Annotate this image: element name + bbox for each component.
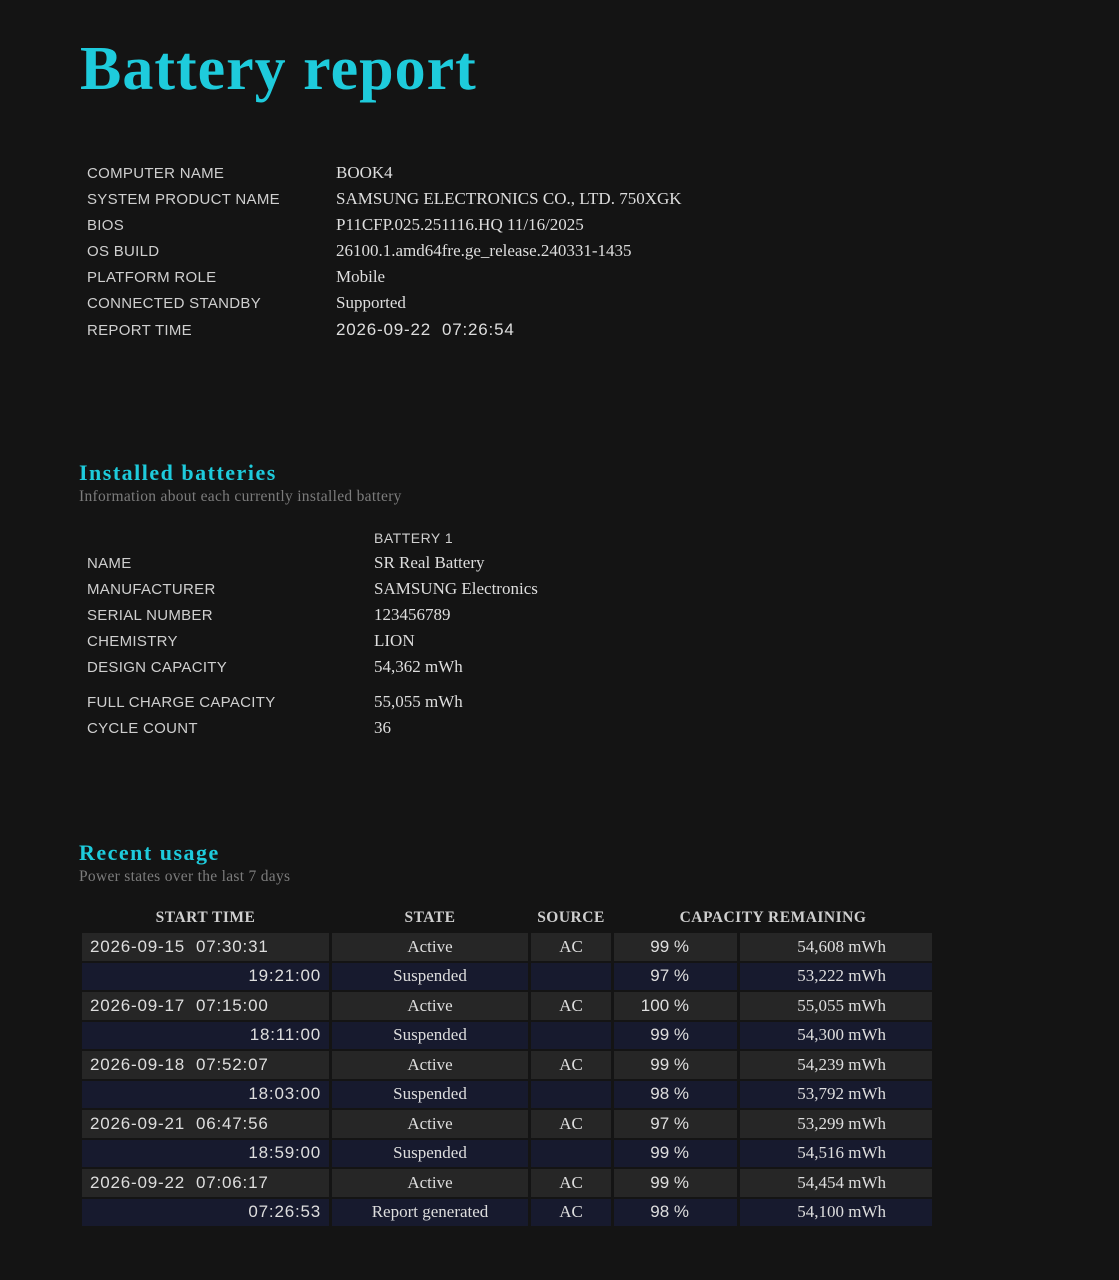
table-row: [82, 933, 932, 961]
table-row: [82, 992, 932, 1020]
state-cell: Suspended: [332, 1140, 528, 1168]
battery-value: 55,055 mWh: [374, 692, 463, 711]
battery-row-cycle-count: [87, 715, 538, 741]
table-row: [82, 1169, 932, 1197]
capacity-mwh-cell: 55,055 mWh: [740, 992, 932, 1020]
battery-column-header-row: [87, 526, 538, 550]
info-row-connected-standby: [87, 290, 682, 316]
capacity-remaining-header: CAPACITY REMAINING: [679, 909, 867, 926]
capacity-mwh-cell: 54,516 mWh: [740, 1140, 932, 1168]
capacity-percent-cell: 99 %: [614, 1022, 737, 1050]
usage-body: [82, 933, 932, 1226]
battery-row-name: [87, 550, 538, 576]
installed-batteries-table: [87, 526, 538, 741]
info-value: SAMSUNG ELECTRONICS CO., LTD. 750XGK: [336, 189, 682, 208]
usage-header-row: [82, 905, 932, 931]
battery-value: SAMSUNG Electronics: [374, 579, 538, 598]
battery-row-design-capacity: [87, 654, 538, 680]
capacity-mwh-cell: 53,792 mWh: [740, 1081, 932, 1109]
capacity-mwh-cell: 54,454 mWh: [740, 1169, 932, 1197]
battery-label: CYCLE COUNT: [87, 719, 198, 737]
start-time-cell: 2026-09-18 07:52:07: [82, 1051, 329, 1079]
state-cell: Suspended: [332, 963, 528, 991]
state-cell: Report generated: [332, 1199, 528, 1227]
battery-row-chemistry: [87, 628, 538, 654]
table-row: [82, 1022, 932, 1050]
info-row-system-product-name: [87, 186, 682, 212]
start-time-cell: 18:11:00: [82, 1022, 329, 1050]
battery-value: 36: [374, 718, 391, 737]
system-info-table: [87, 160, 682, 344]
start-time-cell: 2026-09-22 07:06:17: [82, 1169, 329, 1197]
start-time-cell: 18:59:00: [82, 1140, 329, 1168]
state-cell: Suspended: [332, 1081, 528, 1109]
source-cell: AC: [531, 1169, 611, 1197]
start-time-header: START TIME: [155, 909, 256, 926]
state-cell: Active: [332, 933, 528, 961]
table-row: [82, 963, 932, 991]
battery-label: NAME: [87, 554, 132, 572]
capacity-mwh-cell: 53,222 mWh: [740, 963, 932, 991]
info-label: BIOS: [87, 216, 125, 234]
source-cell: [531, 1140, 611, 1168]
capacity-mwh-cell: 54,239 mWh: [740, 1051, 932, 1079]
battery-row-serial-number: [87, 602, 538, 628]
battery-value: 54,362 mWh: [374, 657, 463, 676]
source-cell: AC: [531, 992, 611, 1020]
source-cell: AC: [531, 1051, 611, 1079]
info-value: 26100.1.amd64fre.ge_release.240331-1435: [336, 241, 632, 260]
source-cell: AC: [531, 933, 611, 961]
table-row: [82, 1199, 932, 1227]
source-cell: AC: [531, 1199, 611, 1227]
info-label: CONNECTED STANDBY: [87, 294, 262, 312]
capacity-percent-cell: 97 %: [614, 1110, 737, 1138]
state-cell: Active: [332, 1169, 528, 1197]
capacity-percent-cell: 100 %: [614, 992, 737, 1020]
start-time-cell: 18:03:00: [82, 1081, 329, 1109]
table-row: [82, 1140, 932, 1168]
capacity-percent-cell: 99 %: [614, 933, 737, 961]
battery-row-full-charge-capacity: [87, 689, 538, 715]
info-label: REPORT TIME: [87, 321, 192, 339]
capacity-mwh-cell: 53,299 mWh: [740, 1110, 932, 1138]
info-row-os-build: [87, 238, 682, 264]
battery-label: FULL CHARGE CAPACITY: [87, 693, 276, 711]
capacity-mwh-cell: 54,300 mWh: [740, 1022, 932, 1050]
info-label: OS BUILD: [87, 242, 160, 260]
info-row-bios: [87, 212, 682, 238]
installed-batteries-subtitle: Information about each currently installed battery: [79, 488, 402, 505]
recent-usage-heading: Recent usage: [79, 840, 220, 865]
capacity-percent-cell: 98 %: [614, 1081, 737, 1109]
source-cell: [531, 1081, 611, 1109]
capacity-percent-cell: 98 %: [614, 1199, 737, 1227]
battery-row-manufacturer: [87, 576, 538, 602]
start-time-cell: 2026-09-15 07:30:31: [82, 933, 329, 961]
installed-batteries-heading: Installed batteries: [79, 460, 277, 485]
capacity-mwh-cell: 54,100 mWh: [740, 1199, 932, 1227]
battery-value: LION: [374, 631, 415, 650]
info-value: BOOK4: [336, 163, 393, 182]
capacity-percent-cell: 99 %: [614, 1169, 737, 1197]
info-value: 2026-09-22 07:26:54: [336, 320, 515, 339]
info-value: P11CFP.025.251116.HQ 11/16/2025: [336, 215, 584, 234]
table-row: [82, 1081, 932, 1109]
battery-label: SERIAL NUMBER: [87, 606, 213, 624]
battery-column-header: BATTERY 1: [374, 530, 454, 546]
state-cell: Active: [332, 992, 528, 1020]
start-time-cell: 07:26:53: [82, 1199, 329, 1227]
source-cell: [531, 1022, 611, 1050]
info-label: SYSTEM PRODUCT NAME: [87, 190, 280, 208]
capacity-percent-cell: 99 %: [614, 1051, 737, 1079]
state-cell: Active: [332, 1051, 528, 1079]
table-row: [82, 1051, 932, 1079]
info-label: PLATFORM ROLE: [87, 268, 217, 286]
battery-value: SR Real Battery: [374, 553, 485, 572]
info-row-computer-name: [87, 160, 682, 186]
source-cell: [531, 963, 611, 991]
battery-label: CHEMISTRY: [87, 632, 178, 650]
capacity-mwh-cell: 54,608 mWh: [740, 933, 932, 961]
start-time-cell: 2026-09-17 07:15:00: [82, 992, 329, 1020]
recent-usage-table: [79, 903, 935, 1228]
battery-value: 123456789: [374, 605, 451, 624]
battery-label: DESIGN CAPACITY: [87, 658, 228, 676]
battery-label: MANUFACTURER: [87, 580, 216, 598]
info-row-platform-role: [87, 264, 682, 290]
capacity-percent-cell: 99 %: [614, 1140, 737, 1168]
start-time-cell: 19:21:00: [82, 963, 329, 991]
table-row: [82, 1110, 932, 1138]
page-title: Battery report: [80, 35, 477, 103]
state-cell: Active: [332, 1110, 528, 1138]
info-label: COMPUTER NAME: [87, 164, 225, 182]
state-header: STATE: [404, 909, 456, 926]
info-value: Supported: [336, 293, 406, 312]
state-cell: Suspended: [332, 1022, 528, 1050]
info-row-report-time: [87, 316, 682, 344]
source-cell: AC: [531, 1110, 611, 1138]
info-value: Mobile: [336, 267, 386, 286]
recent-usage-subtitle: Power states over the last 7 days: [79, 868, 291, 885]
source-header: SOURCE: [537, 909, 605, 926]
start-time-cell: 2026-09-21 06:47:56: [82, 1110, 329, 1138]
capacity-percent-cell: 97 %: [614, 963, 737, 991]
